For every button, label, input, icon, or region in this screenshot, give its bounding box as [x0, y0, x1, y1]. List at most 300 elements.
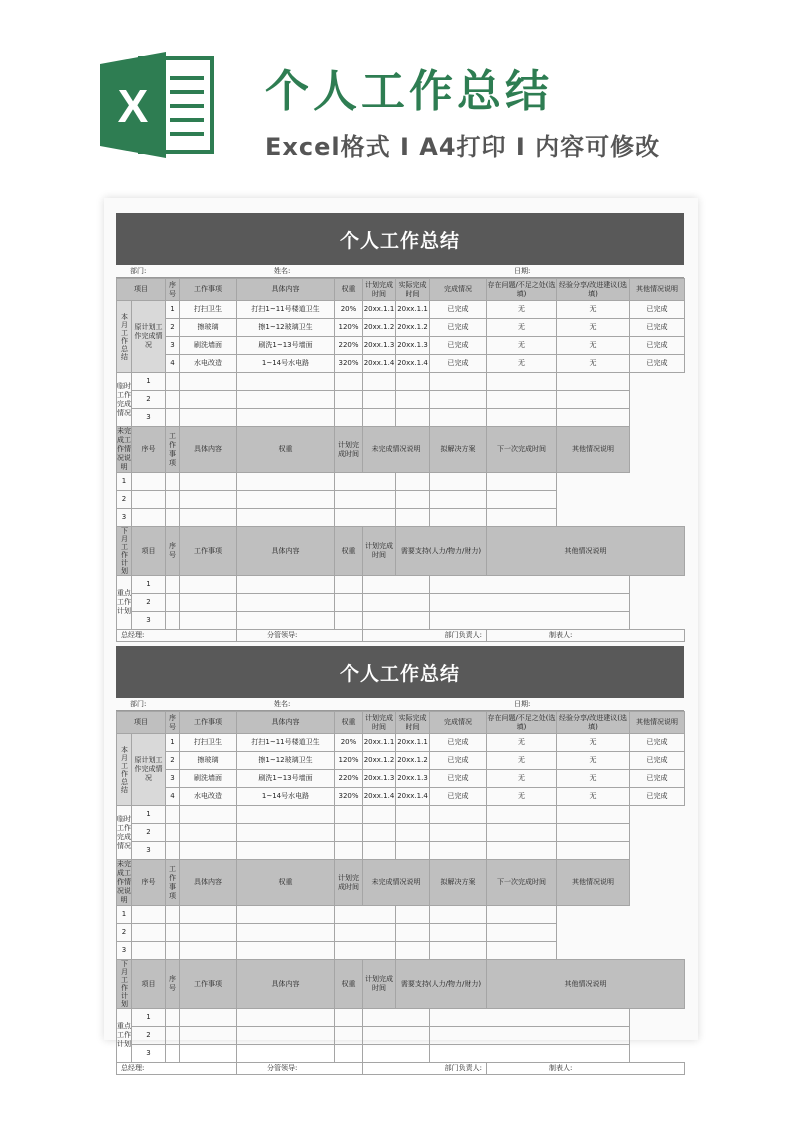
content-cell: 刷洗1~13号墙面 — [237, 337, 335, 355]
col-weight: 权重 — [237, 860, 335, 906]
empty-cell — [430, 924, 487, 942]
col-issues: 存在问题/不足之处(选填) — [487, 712, 557, 734]
empty-cell — [396, 842, 430, 860]
col-plan: 计划完成时间 — [335, 427, 363, 473]
empty-cell — [487, 373, 557, 391]
content-cell: 1~14号水电路 — [237, 788, 335, 806]
empty-cell — [166, 842, 180, 860]
empty-cell — [180, 473, 237, 491]
col-other: 其他情况说明 — [630, 279, 685, 301]
empty-cell — [487, 924, 557, 942]
table-row — [117, 752, 685, 770]
empty-cell — [237, 842, 335, 860]
empty-cell — [335, 473, 396, 491]
gm-label: 总经理: — [117, 630, 237, 642]
empty-cell — [363, 806, 396, 824]
status-cell: 已完成 — [430, 337, 487, 355]
other-cell: 已完成 — [630, 301, 685, 319]
col-weight: 权重 — [335, 712, 363, 734]
unfinished-header-row — [117, 860, 685, 906]
advice-cell: 无 — [557, 752, 630, 770]
weight-cell: 120% — [335, 752, 363, 770]
empty-cell — [180, 391, 237, 409]
advice-cell: 无 — [557, 734, 630, 752]
table-row — [117, 319, 685, 337]
plan-cell: 20xx.1.4 — [363, 355, 396, 373]
empty-cell — [335, 806, 363, 824]
empty-cell — [363, 1045, 430, 1063]
col-content: 具体内容 — [237, 279, 335, 301]
empty-cell — [180, 906, 237, 924]
empty-cell — [237, 1009, 335, 1027]
empty-cell — [487, 473, 557, 491]
col-status: 完成情况 — [430, 279, 487, 301]
col-other: 其他情况说明 — [487, 527, 685, 576]
empty-cell — [363, 824, 396, 842]
empty-cell — [335, 942, 396, 960]
empty-cell — [180, 509, 237, 527]
empty-cell — [430, 1045, 630, 1063]
section-month: 本月工作总结 — [117, 734, 132, 806]
col-advice: 经验分享/改进建议(选填) — [557, 279, 630, 301]
gm-label: 总经理: — [117, 1063, 237, 1075]
seq-cell: 1 — [117, 906, 132, 924]
col-issues: 存在问题/不足之处(选填) — [487, 279, 557, 301]
col-solution: 拟解决方案 — [430, 860, 487, 906]
col-actual: 实际完成时间 — [396, 712, 430, 734]
empty-cell — [237, 924, 335, 942]
empty-cell — [335, 409, 363, 427]
col-task: 工作事项 — [180, 527, 237, 576]
col-weight: 权重 — [237, 427, 335, 473]
task-cell: 擦玻璃 — [180, 319, 237, 337]
other-cell: 已完成 — [630, 788, 685, 806]
empty-cell — [132, 509, 166, 527]
advice-cell: 无 — [557, 319, 630, 337]
table-row — [117, 594, 685, 612]
empty-cell — [430, 409, 487, 427]
col-task: 工作事项 — [166, 860, 180, 906]
status-cell: 已完成 — [430, 752, 487, 770]
status-cell: 已完成 — [430, 301, 487, 319]
empty-cell — [363, 409, 396, 427]
empty-cell — [237, 576, 335, 594]
empty-cell — [180, 612, 237, 630]
empty-cell — [430, 906, 487, 924]
col-item: 项目 — [117, 279, 166, 301]
empty-cell — [557, 824, 630, 842]
issues-cell: 无 — [487, 301, 557, 319]
content-cell: 打扫1~11号楼道卫生 — [237, 301, 335, 319]
empty-cell — [180, 491, 237, 509]
empty-cell — [557, 391, 630, 409]
empty-cell — [166, 1027, 180, 1045]
weight-cell: 20% — [335, 301, 363, 319]
actual-cell: 20xx.1.3 — [396, 337, 430, 355]
seq-cell: 3 — [132, 612, 166, 630]
weight-cell: 220% — [335, 337, 363, 355]
empty-cell — [487, 391, 557, 409]
issues-cell: 无 — [487, 355, 557, 373]
empty-cell — [396, 391, 430, 409]
col-solution: 拟解决方案 — [430, 427, 487, 473]
empty-cell — [237, 491, 335, 509]
empty-cell — [363, 373, 396, 391]
col-plan: 计划完成时间 — [363, 527, 396, 576]
issues-cell: 无 — [487, 752, 557, 770]
empty-cell — [396, 924, 430, 942]
col-content: 具体内容 — [180, 860, 237, 906]
col-content: 具体内容 — [237, 527, 335, 576]
table-row — [117, 612, 685, 630]
empty-cell — [335, 373, 363, 391]
col-next: 下一次完成时间 — [487, 427, 557, 473]
empty-cell — [557, 842, 630, 860]
task-cell: 水电改造 — [180, 788, 237, 806]
seq-cell: 3 — [117, 509, 132, 527]
status-cell: 已完成 — [430, 788, 487, 806]
seq-cell: 3 — [132, 842, 166, 860]
col-task: 工作事项 — [166, 427, 180, 473]
col-seq: 序号 — [132, 427, 166, 473]
empty-cell — [166, 924, 180, 942]
name-label: 姓名: — [274, 267, 291, 275]
advice-cell: 无 — [557, 355, 630, 373]
empty-cell — [335, 391, 363, 409]
empty-cell — [335, 1045, 363, 1063]
summary-table — [116, 278, 685, 642]
excel-logo-icon — [100, 50, 220, 160]
table-row — [117, 824, 685, 842]
seq-cell: 1 — [132, 1009, 166, 1027]
info-row — [116, 698, 684, 711]
col-seq: 序号 — [166, 527, 180, 576]
table-row — [117, 409, 685, 427]
table-row — [117, 806, 685, 824]
empty-cell — [487, 906, 557, 924]
summary-sheet — [116, 646, 684, 1075]
table-row — [117, 924, 685, 942]
table-row — [117, 734, 685, 752]
date-label: 日期: — [514, 267, 531, 275]
col-reason: 未完成情况说明 — [363, 427, 430, 473]
dept-label: 部门: — [130, 267, 147, 275]
header-row — [117, 712, 685, 734]
seq-cell: 2 — [132, 824, 166, 842]
table-row — [117, 576, 685, 594]
col-content: 具体内容 — [237, 712, 335, 734]
content-cell: 刷洗1~13号墙面 — [237, 770, 335, 788]
status-cell: 已完成 — [430, 734, 487, 752]
info-row — [116, 265, 684, 278]
empty-cell — [430, 942, 487, 960]
seq-cell: 2 — [132, 594, 166, 612]
empty-cell — [396, 509, 430, 527]
empty-cell — [237, 509, 335, 527]
empty-cell — [237, 594, 335, 612]
empty-cell — [237, 824, 335, 842]
empty-cell — [180, 1045, 237, 1063]
empty-cell — [396, 409, 430, 427]
seq-cell: 3 — [166, 337, 180, 355]
empty-cell — [237, 1045, 335, 1063]
col-task: 工作事项 — [180, 279, 237, 301]
empty-cell — [363, 594, 430, 612]
content-cell: 擦1~12玻璃卫生 — [237, 319, 335, 337]
empty-cell — [180, 1009, 237, 1027]
empty-cell — [180, 576, 237, 594]
seq-cell: 2 — [132, 1027, 166, 1045]
col-task: 工作事项 — [180, 960, 237, 1009]
table-row — [117, 373, 685, 391]
col-status: 完成情况 — [430, 712, 487, 734]
empty-cell — [180, 842, 237, 860]
empty-cell — [180, 409, 237, 427]
other-cell: 已完成 — [630, 337, 685, 355]
empty-cell — [335, 612, 363, 630]
sheet-title: 个人工作总结 — [116, 213, 684, 265]
empty-cell — [557, 409, 630, 427]
empty-cell — [487, 491, 557, 509]
col-item: 项目 — [117, 712, 166, 734]
plan-cell: 20xx.1.3 — [363, 337, 396, 355]
sheet-title: 个人工作总结 — [116, 646, 684, 698]
col-reason: 未完成情况说明 — [363, 860, 430, 906]
empty-cell — [487, 509, 557, 527]
empty-cell — [335, 509, 396, 527]
table-row — [117, 355, 685, 373]
table-row — [117, 301, 685, 319]
empty-cell — [335, 491, 396, 509]
weight-cell: 320% — [335, 355, 363, 373]
next-header-row — [117, 527, 685, 576]
advice-cell: 无 — [557, 770, 630, 788]
dept-label: 部门: — [130, 700, 147, 708]
seq-cell: 3 — [166, 770, 180, 788]
col-support: 需要支持(人力/物力/财力) — [396, 527, 487, 576]
empty-cell — [180, 594, 237, 612]
seq-cell: 1 — [117, 473, 132, 491]
issues-cell: 无 — [487, 788, 557, 806]
issues-cell: 无 — [487, 734, 557, 752]
planned-group-label: 原计划工作完成情况 — [132, 734, 166, 806]
footer-row — [117, 1063, 685, 1075]
empty-cell — [335, 594, 363, 612]
col-plan: 计划完成时间 — [335, 860, 363, 906]
empty-cell — [237, 806, 335, 824]
empty-cell — [166, 373, 180, 391]
col-content: 具体内容 — [180, 427, 237, 473]
page-subtitle: Excel格式 I A4打印 I 内容可修改 — [265, 133, 661, 161]
col-seq: 序号 — [166, 960, 180, 1009]
empty-cell — [132, 906, 166, 924]
empty-cell — [180, 373, 237, 391]
table-row — [117, 509, 685, 527]
col-item: 项目 — [132, 527, 166, 576]
empty-cell — [166, 824, 180, 842]
actual-cell: 20xx.1.3 — [396, 770, 430, 788]
seq-cell: 4 — [166, 355, 180, 373]
empty-cell — [430, 1009, 630, 1027]
empty-cell — [430, 473, 487, 491]
advice-cell: 无 — [557, 788, 630, 806]
empty-cell — [396, 373, 430, 391]
weight-cell: 220% — [335, 770, 363, 788]
seq-cell: 1 — [132, 576, 166, 594]
empty-cell — [132, 491, 166, 509]
date-label: 日期: — [514, 700, 531, 708]
empty-cell — [180, 1027, 237, 1045]
section-next: 下月工作计划 — [117, 960, 132, 1009]
seq-cell: 2 — [117, 924, 132, 942]
plan-cell: 20xx.1.1 — [363, 301, 396, 319]
empty-cell — [180, 924, 237, 942]
col-other: 其他情况说明 — [557, 427, 630, 473]
empty-cell — [430, 806, 487, 824]
seq-cell: 3 — [132, 409, 166, 427]
key-plan-group-label: 重点工作计划 — [117, 576, 132, 630]
empty-cell — [335, 1027, 363, 1045]
actual-cell: 20xx.1.1 — [396, 301, 430, 319]
header-row — [117, 279, 685, 301]
plan-cell: 20xx.1.3 — [363, 770, 396, 788]
col-seq: 序号 — [132, 860, 166, 906]
empty-cell — [430, 824, 487, 842]
empty-cell — [237, 391, 335, 409]
leader-label: 分管领导: — [237, 1063, 363, 1075]
empty-cell — [166, 509, 180, 527]
advice-cell: 无 — [557, 301, 630, 319]
empty-cell — [166, 906, 180, 924]
svg-text:X: X — [117, 80, 149, 132]
summary-sheet — [116, 213, 684, 642]
empty-cell — [363, 576, 430, 594]
seq-cell: 1 — [132, 373, 166, 391]
col-plan: 计划完成时间 — [363, 960, 396, 1009]
empty-cell — [237, 1027, 335, 1045]
empty-cell — [363, 612, 430, 630]
issues-cell: 无 — [487, 337, 557, 355]
unfinished-group-label: 未完成工作情况说明 — [117, 427, 131, 471]
issues-cell: 无 — [487, 770, 557, 788]
task-cell: 刷洗墙面 — [180, 770, 237, 788]
empty-cell — [487, 806, 557, 824]
header — [0, 0, 800, 200]
empty-cell — [132, 473, 166, 491]
table-row — [117, 1045, 685, 1063]
empty-cell — [237, 409, 335, 427]
empty-cell — [166, 473, 180, 491]
plan-cell: 20xx.1.2 — [363, 752, 396, 770]
empty-cell — [430, 491, 487, 509]
empty-cell — [180, 824, 237, 842]
table-row — [117, 842, 685, 860]
table-row — [117, 337, 685, 355]
empty-cell — [132, 942, 166, 960]
other-cell: 已完成 — [630, 319, 685, 337]
empty-cell — [396, 806, 430, 824]
empty-cell — [180, 806, 237, 824]
empty-cell — [335, 1009, 363, 1027]
col-seq: 序号 — [166, 279, 180, 301]
task-cell: 刷洗墙面 — [180, 337, 237, 355]
seq-cell: 3 — [132, 1045, 166, 1063]
empty-cell — [430, 373, 487, 391]
section-next: 下月工作计划 — [117, 527, 132, 576]
table-row — [117, 473, 685, 491]
empty-cell — [396, 473, 430, 491]
col-task: 工作事项 — [180, 712, 237, 734]
empty-cell — [166, 594, 180, 612]
empty-cell — [363, 842, 396, 860]
empty-cell — [166, 612, 180, 630]
status-cell: 已完成 — [430, 770, 487, 788]
table-row — [117, 906, 685, 924]
empty-cell — [396, 491, 430, 509]
seq-cell: 2 — [132, 391, 166, 409]
seq-cell: 3 — [117, 942, 132, 960]
weight-cell: 20% — [335, 734, 363, 752]
weight-cell: 320% — [335, 788, 363, 806]
col-plan: 计划完成时间 — [363, 279, 396, 301]
col-other: 其他情况说明 — [557, 860, 630, 906]
empty-cell — [430, 576, 630, 594]
task-cell: 水电改造 — [180, 355, 237, 373]
plan-cell: 20xx.1.4 — [363, 788, 396, 806]
unfinished-header-row — [117, 427, 685, 473]
empty-cell — [166, 391, 180, 409]
unfinished-group-label: 未完成工作情况说明 — [117, 860, 131, 904]
empty-cell — [363, 391, 396, 409]
table-row — [117, 491, 685, 509]
maker-label: 制表人: — [487, 630, 685, 642]
summary-table — [116, 711, 685, 1075]
col-content: 具体内容 — [237, 960, 335, 1009]
empty-cell — [557, 806, 630, 824]
status-cell: 已完成 — [430, 319, 487, 337]
weight-cell: 120% — [335, 319, 363, 337]
empty-cell — [557, 373, 630, 391]
col-support: 需要支持(人力/物力/财力) — [396, 960, 487, 1009]
empty-cell — [335, 906, 396, 924]
empty-cell — [487, 942, 557, 960]
maker-label: 制表人: — [487, 1063, 685, 1075]
content-cell: 1~14号水电路 — [237, 355, 335, 373]
other-cell: 已完成 — [630, 752, 685, 770]
empty-cell — [166, 942, 180, 960]
col-other: 其他情况说明 — [630, 712, 685, 734]
empty-cell — [132, 924, 166, 942]
table-row — [117, 770, 685, 788]
empty-cell — [166, 806, 180, 824]
table-row — [117, 788, 685, 806]
col-weight: 权重 — [335, 960, 363, 1009]
actual-cell: 20xx.1.4 — [396, 788, 430, 806]
actual-cell: 20xx.1.2 — [396, 319, 430, 337]
table-row — [117, 391, 685, 409]
issues-cell: 无 — [487, 319, 557, 337]
empty-cell — [335, 576, 363, 594]
empty-cell — [487, 409, 557, 427]
empty-cell — [430, 612, 630, 630]
col-advice: 经验分享/改进建议(选填) — [557, 712, 630, 734]
task-cell: 打扫卫生 — [180, 734, 237, 752]
empty-cell — [166, 491, 180, 509]
empty-cell — [180, 942, 237, 960]
empty-cell — [237, 373, 335, 391]
next-header-row — [117, 960, 685, 1009]
planned-group-label: 原计划工作完成情况 — [132, 301, 166, 373]
